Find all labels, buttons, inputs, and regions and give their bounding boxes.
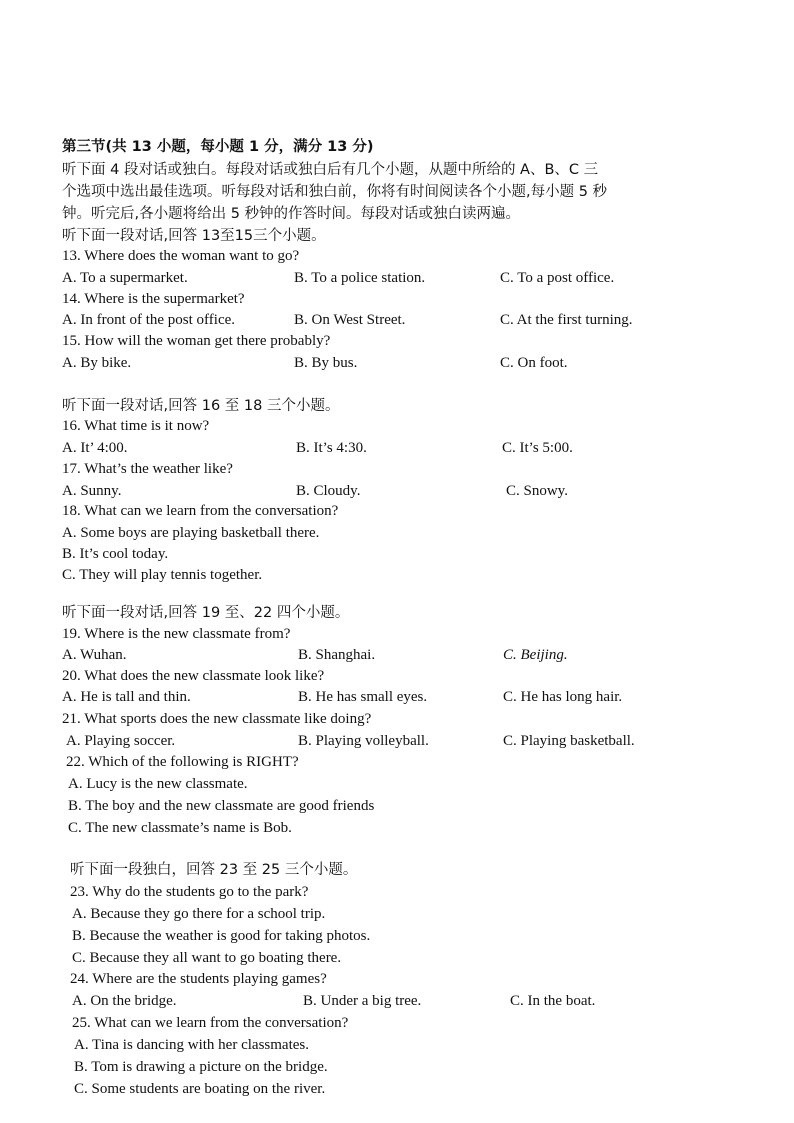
option-a: A. Playing soccer. [66, 733, 176, 749]
option-b: B. Tom is drawing a picture on the bridge. [74, 1059, 328, 1075]
instruction-line: 听下面 4 段对话或独白。每段对话或独白后有几个小题，从题中所给的 A、B、C 三 [62, 162, 599, 178]
instruction-line: 钟。听完后,各小题将给出 5 秒钟的作答时间。每段对话或独白读两遍。 [62, 206, 521, 222]
question-text: 16. What time is it now? [62, 418, 210, 434]
option-b: B. Cloudy. [296, 483, 361, 499]
option-a: A. In front of the post office. [62, 312, 236, 328]
question-text: 21. What sports does the new classmate like doing? [62, 711, 372, 727]
option-a: A. He is tall and thin. [62, 689, 191, 705]
question-text: 13. Where does the woman want to go? [62, 248, 300, 264]
option-a: A. Some boys are playing basketball there. [62, 525, 320, 541]
option-c: C. It’s 5:00. [502, 440, 573, 456]
option-c: C. Because they all want to go boating there. [72, 950, 342, 966]
option-b: B. He has small eyes. [298, 689, 428, 705]
option-c: C. Snowy. [506, 483, 568, 499]
option-c: C. He has long hair. [503, 689, 623, 705]
group-header: 听下面一段对话,回答 16 至 18 三个小题。 [62, 398, 340, 414]
option-a: A. To a supermarket. [62, 270, 188, 286]
option-c: C. Playing basketball. [503, 733, 635, 749]
option-b: B. Shanghai. [298, 647, 376, 663]
question-text: 25. What can we learn from the conversation? [72, 1015, 349, 1031]
option-b: B. It’s cool today. [62, 546, 169, 562]
question-text: 18. What can we learn from the conversation? [62, 503, 339, 519]
option-b: B. Under a big tree. [303, 993, 422, 1009]
question-text: 14. Where is the supermarket? [62, 291, 245, 307]
option-b: B. Playing volleyball. [298, 733, 429, 749]
option-c: C. At the first turning. [500, 312, 633, 328]
option-b: B. To a police station. [294, 270, 426, 286]
option-c: C. On foot. [500, 355, 568, 371]
option-a: A. On the bridge. [72, 993, 177, 1009]
option-b: B. By bus. [294, 355, 358, 371]
option-a: A. Because they go there for a school trip. [72, 906, 326, 922]
instruction-line: 个选项中选出最佳选项。听每段对话和独白前，你将有时间阅读各个小题,每小题 5 秒 [62, 184, 608, 200]
option-c: C. The new classmate’s name is Bob. [68, 820, 292, 836]
option-c: C. In the boat. [510, 993, 596, 1009]
option-b: B. Because the weather is good for taking photos. [72, 928, 371, 944]
option-a: A. Wuhan. [62, 647, 127, 663]
option-a: A. It’ 4:00. [62, 440, 128, 456]
option-b: B. It’s 4:30. [296, 440, 367, 456]
question-text: 20. What does the new classmate look like? [62, 668, 325, 684]
section-title: 第三节(共 13 小题，每小题 1 分，满分 13 分) [62, 139, 374, 155]
option-c: C. Some students are boating on the river. [74, 1081, 326, 1097]
option-c: C. They will play tennis together. [62, 567, 263, 583]
group-header: 听下面一段对话,回答 13至15三个小题。 [62, 228, 326, 244]
option-a: A. By bike. [62, 355, 132, 371]
option-a: A. Sunny. [62, 483, 122, 499]
question-text: 23. Why do the students go to the park? [70, 884, 309, 900]
question-text: 19. Where is the new classmate from? [62, 626, 291, 642]
option-a: A. Tina is dancing with her classmates. [74, 1037, 309, 1053]
question-text: 24. Where are the students playing games? [70, 971, 327, 987]
group-header: 听下面一段对话,回答 19 至、22 四个小题。 [62, 605, 350, 621]
option-c: C. Beijing. [503, 647, 568, 663]
question-text: 15. How will the woman get there probably? [62, 333, 331, 349]
question-text: 17. What’s the weather like? [62, 461, 233, 477]
option-b: B. On West Street. [294, 312, 406, 328]
option-a: A. Lucy is the new classmate. [68, 776, 248, 792]
option-c: C. To a post office. [500, 270, 615, 286]
question-text: 22. Which of the following is RIGHT? [66, 754, 299, 770]
option-b: B. The boy and the new classmate are good friends [68, 798, 375, 814]
group-header: 听下面一段独白，回答 23 至 25 三个小题。 [70, 862, 358, 878]
